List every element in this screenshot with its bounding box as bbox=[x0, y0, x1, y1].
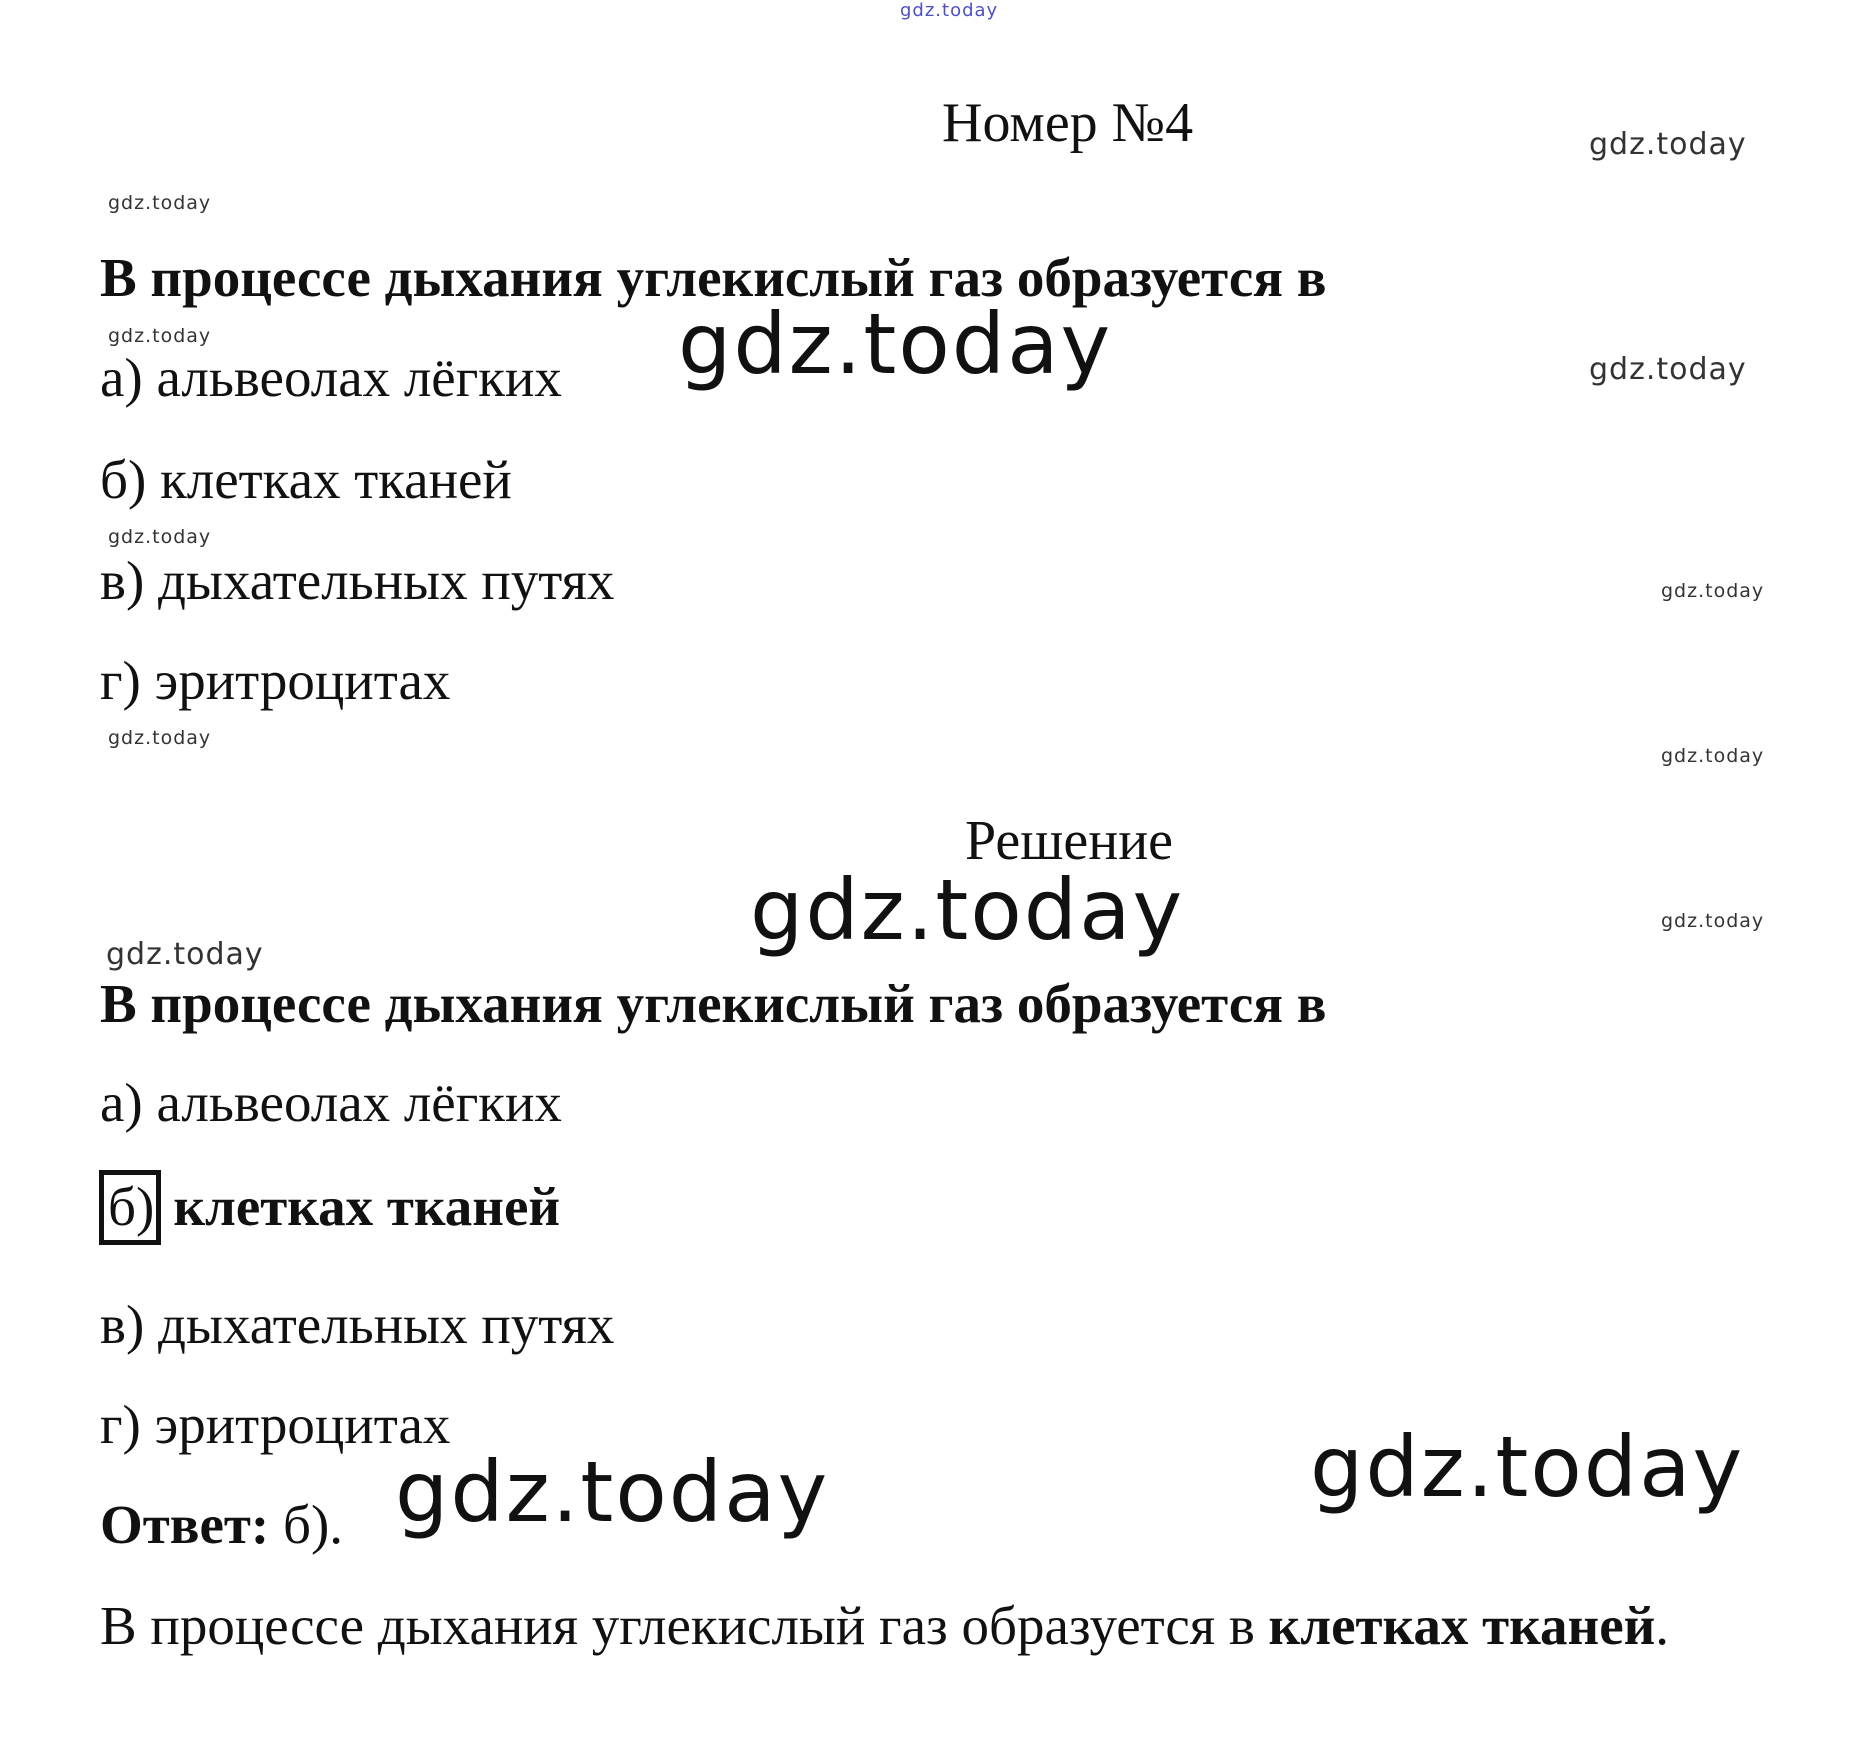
option-text: клетках тканей bbox=[173, 1176, 561, 1237]
watermark: gdz.today bbox=[108, 727, 212, 749]
answer-line bbox=[100, 1494, 344, 1555]
option-letter: в) bbox=[100, 550, 145, 611]
solution-option-g bbox=[100, 1394, 451, 1455]
question-text: В процессе дыхания углекислый газ образуется в bbox=[100, 247, 1327, 308]
explanation-prefix: В процессе дыхания углекислый газ образуется в bbox=[100, 1595, 1269, 1656]
option-text: эритроцитах bbox=[154, 650, 451, 711]
option-letter: а) bbox=[100, 1072, 143, 1133]
option-letter: г) bbox=[100, 650, 141, 711]
watermark: gdz.today bbox=[106, 937, 264, 972]
watermark-large: gdz.today bbox=[678, 295, 1113, 393]
option-text: эритроцитах bbox=[154, 1394, 451, 1455]
option-letter: а) bbox=[100, 347, 143, 408]
option-text: альвеолах лёгких bbox=[156, 1072, 562, 1133]
watermark: gdz.today bbox=[1589, 352, 1747, 387]
watermark: gdz.today bbox=[1661, 910, 1765, 932]
option-text: клетках тканей bbox=[160, 449, 512, 510]
answer-label: Ответ: bbox=[100, 1494, 270, 1555]
page-title: Номер №4 bbox=[942, 92, 1194, 154]
watermark: gdz.today bbox=[1661, 580, 1765, 602]
selected-answer-box: б) bbox=[99, 1170, 161, 1245]
option-b bbox=[100, 449, 512, 510]
watermark-top: gdz.today bbox=[900, 0, 999, 21]
option-g bbox=[100, 650, 451, 711]
option-text: дыхательных путях bbox=[158, 550, 615, 611]
watermark: gdz.today bbox=[108, 192, 212, 214]
option-text: дыхательных путях bbox=[158, 1294, 615, 1355]
watermark-large: gdz.today bbox=[1310, 1418, 1745, 1516]
option-letter: г) bbox=[100, 1394, 141, 1455]
option-a bbox=[100, 347, 562, 408]
solution-option-b-selected bbox=[108, 1170, 560, 1245]
watermark: gdz.today bbox=[1589, 127, 1747, 162]
explanation-bold: клетках тканей bbox=[1268, 1595, 1656, 1656]
explanation bbox=[100, 1595, 1670, 1656]
watermark: gdz.today bbox=[108, 325, 212, 347]
solution-heading: Решение bbox=[965, 810, 1174, 872]
watermark: gdz.today bbox=[1661, 745, 1765, 767]
option-letter: б) bbox=[100, 449, 147, 510]
option-text: альвеолах лёгких bbox=[156, 347, 562, 408]
solution-question-text: В процессе дыхания углекислый газ образуется в bbox=[100, 973, 1327, 1034]
answer-value: б). bbox=[283, 1494, 344, 1555]
solution-option-v bbox=[100, 1294, 615, 1355]
explanation-suffix: . bbox=[1655, 1595, 1670, 1656]
watermark: gdz.today bbox=[108, 526, 212, 548]
solution-option-a bbox=[100, 1072, 562, 1133]
option-v bbox=[100, 550, 615, 611]
option-letter: в) bbox=[100, 1294, 145, 1355]
watermark-large: gdz.today bbox=[750, 861, 1185, 959]
watermark-large: gdz.today bbox=[395, 1443, 830, 1541]
